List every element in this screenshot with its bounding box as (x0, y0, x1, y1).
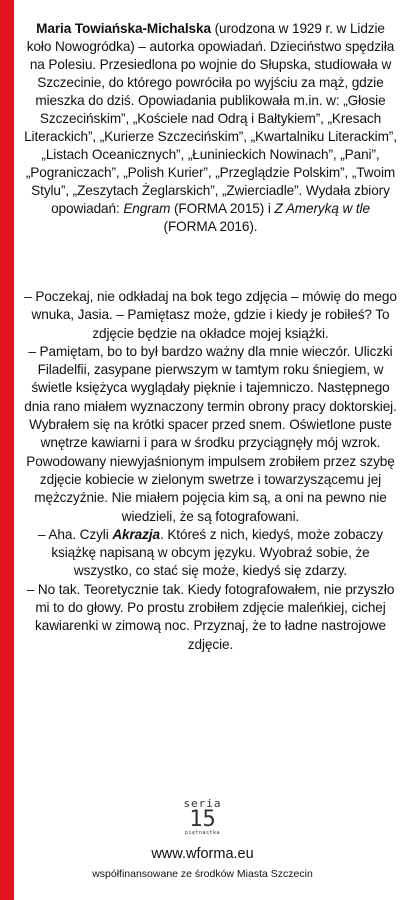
story-paragraph: – Poczekaj, nie odkładaj na bok tego zdjęcia – mówię do mego wnuka, Jasia. – Pamiętasz może, gdzie i kiedy je robiłeś? To zdjęcie będzie na okładce mojej książki. (24, 289, 397, 341)
back-cover-content (14, 0, 405, 654)
story-book-title: Akrazja (112, 526, 160, 542)
book-title-z-ameryka: Z Ameryką w tle (274, 201, 370, 216)
author-bio (24, 20, 397, 236)
story-paragraph: – No tak. Teoretycznie tak. Kiedy fotografowałem, nie przyszło mi to do głowy. Po prostu zrobiłem zdjęcie maleńkiej, cichej kawiarenki w zimową noc. Przyznaj, że to ładne nastrojowe zdjęcie. (26, 581, 395, 652)
bio-publisher-1: (FORMA 2015) i (170, 201, 275, 216)
bio-text: (urodzona w 1929 r. w Lidzie koło Nowogródka) – autorka opowiadań. Dzieciństwo spędziła na Polesiu. Przesiedlona po wojnie do Słupska, studiowała w Szczecinie, do którego powróciła po wyjściu za mąż, gdzie mieszka do dziś. Opowiadania publikowała m.in. w: „Głosie Szczecińskim”, „Kościele nad Odrą i Bałtykiem”, „Kresach Literackich”, „Kurierze Szczecińskim”, „Kwartalniku Literackim”, „Listach Oceanicznych”, „Łuninieckich Nowinach”, „Pani”, „Pograniczach”, „Polish Kurier”, „Przeglądzie Polskim”, „Twoim Stylu”, „Zeszytach Żeglarskich”, „Zwierciadle”. Wydała zbiory opowiadań: (24, 21, 397, 216)
book-title-engram: Engram (123, 201, 171, 216)
series-label: seria (183, 797, 222, 810)
story-text: – Aha. Czyli (38, 526, 113, 542)
story-paragraph (24, 526, 397, 581)
website-link[interactable]: www.wforma.eu (151, 846, 254, 862)
series-logo (183, 798, 221, 836)
story-paragraph: – Pamiętam, bo to był bardzo ważny dla mnie wieczór. Uliczki Filadelfii, zasypane pierwszym w tamtym roku śniegiem, w świetle księżyca wyglądały pięknie i tajemniczo. Następnego dnia rano miałem wyznaczony termin obrony pracy doktorskiej. Wybrałem się na krótki spacer przed snem. Oświetlone puste wnętrze kawiarni i para w środku przyciągnęły mój wzrok. Powodowany niewyjaśnionym impulsem zrobiłem przez szybę zdjęcie kobiecie w zielonym swetrze i towarzyszącemu jej mężczyźnie. Nie miałem pojęcia kim są, a oni na pewno nie wiedzieli, że są fotografowani. (24, 343, 397, 524)
series-number: 15 (189, 807, 216, 832)
series-sublabel: piętnastka (184, 830, 221, 836)
author-name: Maria Towiańska-Michalska (36, 21, 211, 36)
story-excerpt (24, 288, 397, 654)
story-text: . Któreś z nich, kiedyś, może zobaczy książkę napisaną w obcym języku. Wyobraź sobie, że wszystko, co stać się może, kiedyś się zdarzy. (51, 526, 383, 579)
funding-note: współfinansowane ze środków Miasta Szczecin (92, 868, 313, 880)
red-side-bar (0, 0, 14, 900)
bio-publisher-2: (FORMA 2016). (163, 219, 258, 234)
